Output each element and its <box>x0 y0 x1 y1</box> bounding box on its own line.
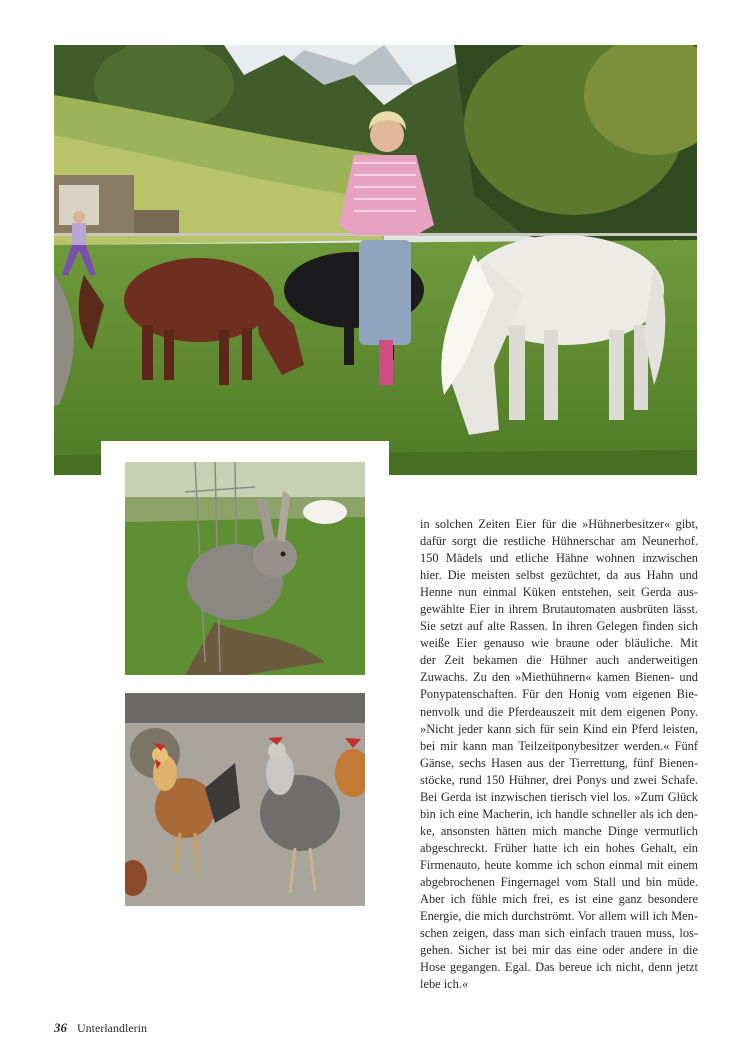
text-line: gewählte Eier in ihrem Brutautomaten ausbrüten lässt. <box>420 602 698 617</box>
text-line: »Nicht jeder kann sich für sein Kind ein Pferd leisten, <box>420 721 698 736</box>
text-line: dafür sorgt die restliche Hühnerschar am Neunerhof. <box>420 534 698 549</box>
text-line: Firmenauto, heute komme ich schon einmal mit einem <box>420 857 698 872</box>
text-line: Energie, die mich durchströmt. Vor allem will ich Men- <box>420 909 698 924</box>
text-line: der Zeit bekamen die Hühner auch anderweitigen <box>420 653 698 668</box>
text-line: Bei Gerda ist inzwischen tierisch viel los. »Zum Glück <box>420 789 698 804</box>
hero-photo <box>54 45 697 475</box>
text-line: ke, ansonsten hätten mich manche Dinge vermutlich <box>420 823 698 838</box>
text-line: Hose gegangen. Egal. Das bereue ich nicht, denn jetzt <box>420 960 698 975</box>
text-line: abgebrochenen Fingernagel vom Stall und bin müde. <box>420 874 698 889</box>
page-footer <box>54 1020 147 1036</box>
rabbit-photo <box>125 462 365 675</box>
text-line: gehen. Sicher ist bei mir das eine oder andere in die <box>420 943 698 958</box>
text-line: bin ich eine Macherin, ich handle schneller als ich den- <box>420 806 698 821</box>
body-text <box>420 516 698 993</box>
text-line: lebe ich.« <box>420 977 469 992</box>
text-line: Henne nun einmal Küken entstehen, seit Gerda aus- <box>420 585 698 600</box>
text-line: nenvolk und die Pferdeauszeit mit dem eigenen Pony. <box>420 704 698 719</box>
text-line: Ponypatenschaften. Für den Honig vom eigenen Bie- <box>420 687 698 702</box>
text-line: stöcke, rund 150 Hühner, drei Ponys und zwei Schafe. <box>420 772 698 787</box>
text-line: abgeschreckt. Früher hatte ich ein hohes Gehalt, ein <box>420 840 698 855</box>
text-line: hier. Die meisten selbst gezüchtet, da aus Hahn und <box>420 568 698 583</box>
text-line: in solchen Zeiten Eier für die »Hühnerbesitzer« gibt, <box>420 517 698 531</box>
page-number: 36 <box>54 1020 67 1035</box>
text-line: Zuwachs. Zu den »Miethühnern« kamen Bienen- und <box>420 670 698 685</box>
text-line: bei mir kann man Teilzeitponybesitzer werden.« Fünf <box>420 738 698 753</box>
text-line: 150 Mädels und etliche Hähne wohnen inzwischen <box>420 551 698 566</box>
text-line: Aber ich fühle mich frei, es ist eine ganz besondere <box>420 892 698 907</box>
magazine-name: Unterlandlerin <box>77 1021 147 1035</box>
text-line: Sie setzt auf alte Rassen. In ihren Gelegen finden sich <box>420 619 698 634</box>
text-line: weiße Eier genauso wie braune oder bläuliche. Mit <box>420 636 698 651</box>
text-line: schen zeigen, dass man sich einfach trauen muss, los- <box>420 926 698 941</box>
text-line: Gänse, sechs Hasen aus der Tierrettung, fünf Bienen- <box>420 755 698 770</box>
chickens-photo <box>125 693 365 906</box>
